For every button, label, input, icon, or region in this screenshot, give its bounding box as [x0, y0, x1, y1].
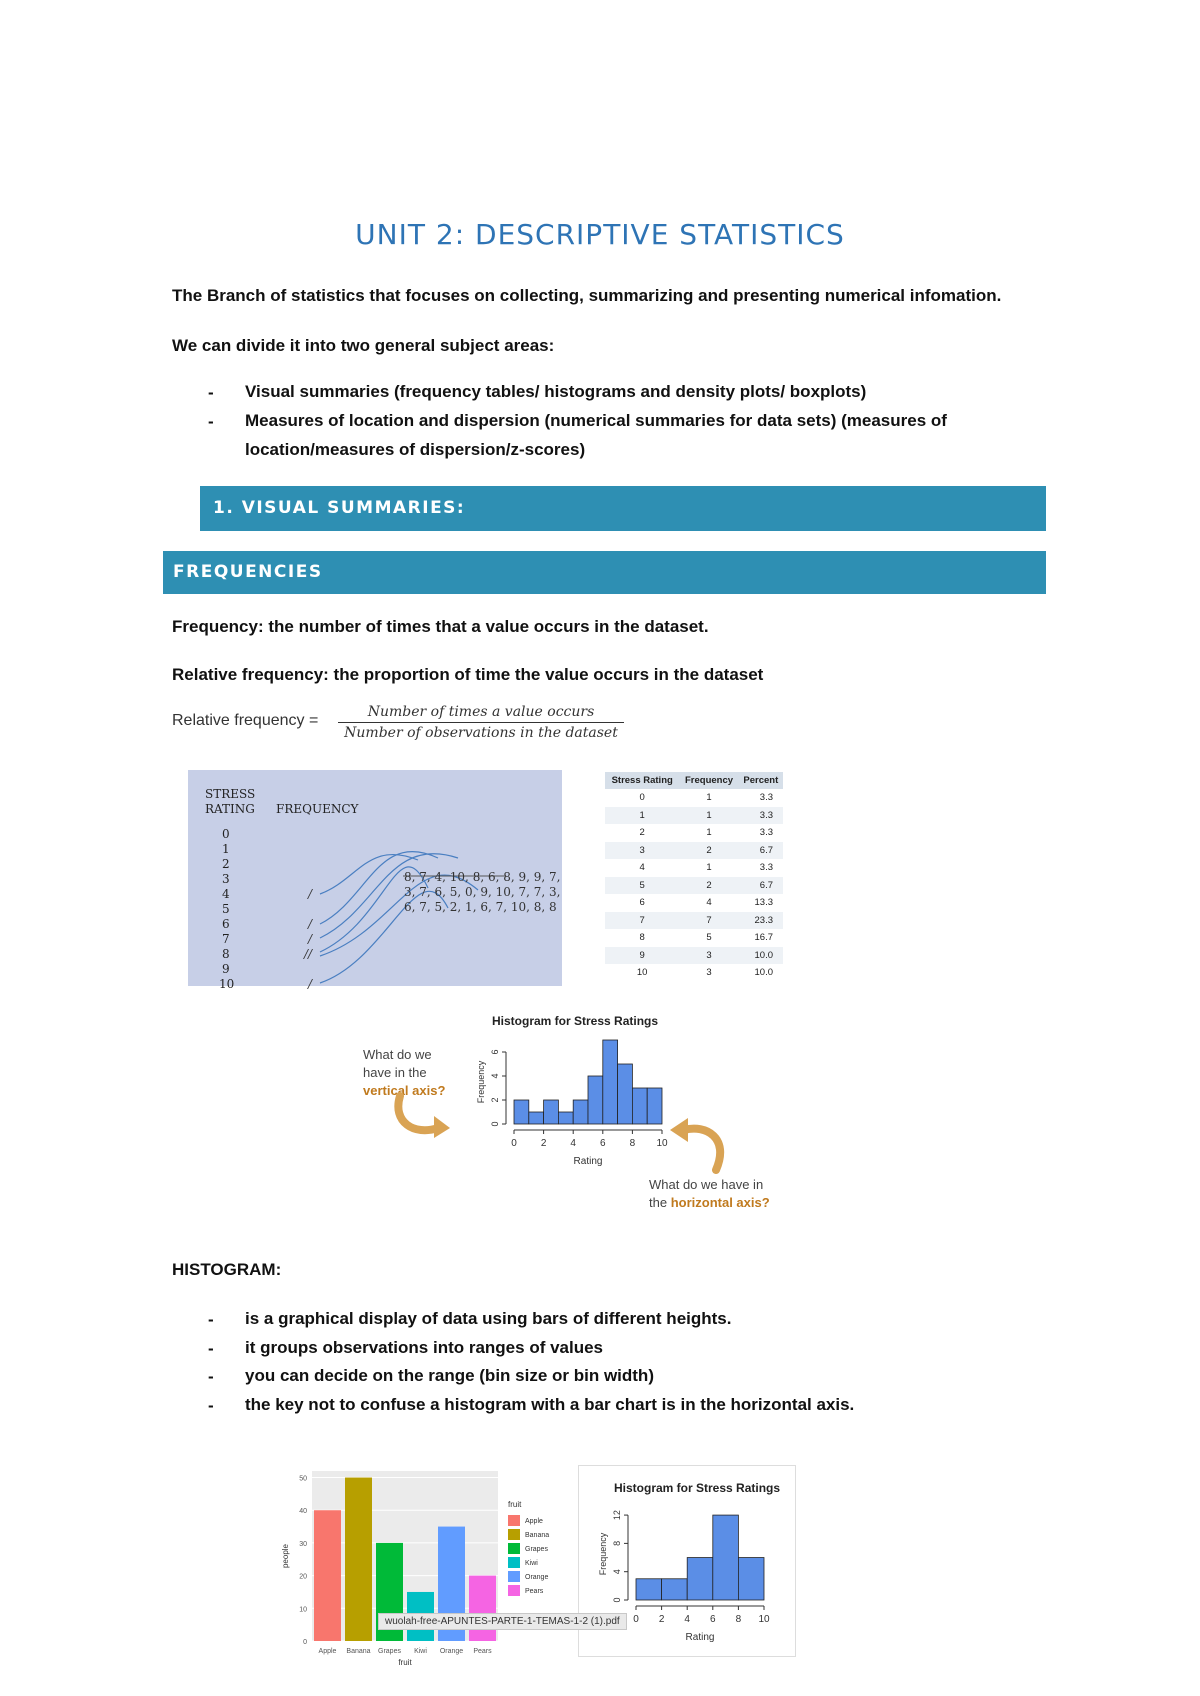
cell-percent: 10.0 [754, 967, 773, 979]
cell-rating: 5 [605, 877, 679, 895]
histogram-bar [514, 1100, 529, 1124]
curved-arrow-icon [666, 1118, 730, 1174]
table-row [605, 947, 783, 965]
tally-data-line: 3, 7, 6, 5, 0, 9, 10, 7, 7, 3, [404, 885, 561, 899]
tally-header-stress: STRESS [205, 787, 256, 801]
x-tick-label: 4 [570, 1138, 576, 1149]
x-tick-label: Orange [439, 1648, 464, 1655]
histogram-bar [544, 1100, 559, 1124]
histogram-bar [603, 1040, 618, 1124]
formula-fraction [338, 704, 624, 741]
horizontal-axis-note [649, 1176, 770, 1212]
fruit-bar-chart [272, 1465, 568, 1665]
y-tick-label: 0 [303, 1639, 307, 1646]
bullet-dash: - [208, 412, 214, 431]
histogram-2 [578, 1500, 794, 1660]
cell-rating: 4 [639, 862, 645, 874]
y-tick-label: 50 [299, 1475, 307, 1483]
cell-frequency: 1 [706, 792, 712, 804]
histogram-point: the key not to confuse a histogram with a bar chart is in the horizontal axis. [245, 1395, 855, 1414]
legend-label: Apple [525, 1518, 543, 1525]
histogram-point: it groups observations into ranges of values [245, 1338, 604, 1357]
cell-percent: 23.3 [739, 912, 783, 930]
x-axis-label: Rating [573, 1156, 603, 1167]
formula-lhs: Relative frequency = [172, 712, 319, 729]
cell-percent: 10.0 [739, 947, 783, 965]
cell-percent: 3.3 [759, 862, 773, 874]
col-header-rating: Stress Rating [605, 772, 679, 789]
cell-rating: 1 [605, 807, 679, 825]
histogram-1-title: Histogram for Stress Ratings [492, 1014, 659, 1028]
horizontal-note-line: What do we have in [649, 1177, 764, 1192]
frequency-definition: Frequency: the number of times that a value occurs in the dataset. [172, 617, 709, 636]
legend-label: Banana [525, 1532, 550, 1539]
x-tick-label: 6 [600, 1138, 606, 1149]
y-tick-label: 20 [299, 1573, 307, 1581]
tally-rating: 10 [219, 977, 235, 991]
x-tick-label: Pears [473, 1648, 492, 1655]
table-row [605, 859, 783, 877]
pdf-filename-tag: wuolah-free-APUNTES-PARTE-1-TEMAS-1-2 (1).pdf [378, 1613, 627, 1630]
legend-swatch [508, 1571, 520, 1582]
y-tick-label: 2 [490, 1097, 500, 1103]
cell-percent: 3.3 [759, 827, 773, 839]
histogram-2-title: Histogram for Stress Ratings [614, 1481, 781, 1495]
vertical-note-line: have in the [363, 1065, 427, 1080]
y-axis-label: people [281, 1543, 290, 1569]
legend-label: Pears [525, 1588, 544, 1595]
tally-header-frequency: FREQUENCY [276, 802, 359, 816]
cell-frequency: 2 [679, 877, 738, 895]
y-tick-label: 0 [612, 1597, 622, 1603]
cell-rating: 10 [636, 967, 648, 979]
y-tick-label: 0 [490, 1121, 500, 1127]
histogram-bar [636, 1579, 662, 1600]
y-tick-label: 8 [612, 1540, 622, 1546]
cell-rating: 3 [605, 842, 679, 860]
col-header-percent: Percent [739, 772, 783, 789]
tally-mark: / [308, 917, 313, 931]
cell-percent: 6.7 [739, 877, 783, 895]
histogram-bar [632, 1088, 647, 1124]
x-tick-label: 6 [710, 1614, 716, 1625]
table-row [605, 877, 783, 895]
tally-rating: 0 [222, 827, 230, 841]
bullet-dash: - [208, 1396, 214, 1415]
cell-rating: 9 [605, 947, 679, 965]
bullet-dash: - [208, 1310, 214, 1329]
table-row [605, 789, 783, 807]
x-tick-label: 2 [658, 1614, 665, 1625]
bullet-dash: - [208, 383, 214, 402]
horizontal-note-emphasis: horizontal axis? [670, 1195, 770, 1210]
tally-rating: 3 [222, 872, 230, 886]
cell-frequency: 1 [706, 827, 712, 839]
bullet-dash: - [208, 1339, 214, 1358]
cell-frequency: 1 [679, 807, 738, 825]
histogram-point: is a graphical display of data using bars of different heights. [245, 1309, 732, 1328]
y-tick-label: 10 [299, 1606, 307, 1614]
tally-rating: 6 [222, 917, 230, 931]
section-frequencies-label: FREQUENCIES [173, 562, 323, 582]
tally-figure [188, 770, 562, 991]
legend-label: Orange [525, 1574, 549, 1581]
intro-text: The Branch of statistics that focuses on collecting, summarizing and presenting numerical infomation. [172, 286, 1002, 305]
cell-rating: 0 [639, 792, 645, 804]
x-tick-label: Kiwi [414, 1648, 427, 1655]
histogram-bar [713, 1515, 739, 1600]
histogram-1 [470, 1030, 670, 1170]
col-header-frequency: Frequency [679, 772, 738, 789]
section-visual-summaries [200, 486, 1046, 531]
histogram-bar [647, 1088, 662, 1124]
histogram-bar [529, 1112, 544, 1124]
subject-area-measures: Measures of location and dispersion (numerical summaries for data sets) (measures of location/measures of dispersion/z-scores) [245, 411, 947, 459]
legend-label: Kiwi [525, 1560, 538, 1567]
tally-mark: / [308, 887, 313, 901]
section-visual-summaries-label: 1. VISUAL SUMMARIES: [213, 498, 466, 518]
page-title: UNIT 2: DESCRIPTIVE STATISTICS [355, 218, 845, 251]
tally-mark: / [308, 977, 313, 991]
histogram-bar [618, 1064, 633, 1124]
y-tick-label: 40 [299, 1508, 307, 1516]
tally-data-line: 6, 7, 5, 2, 1, 6, 7, 10, 8, 8 [404, 900, 557, 914]
x-tick-label: 10 [758, 1614, 770, 1625]
tally-rating: 5 [222, 902, 230, 916]
table-row [605, 807, 783, 825]
tally-rating: 4 [222, 887, 230, 901]
histogram-bar [558, 1112, 573, 1124]
cell-frequency: 5 [706, 932, 712, 944]
bar [345, 1478, 372, 1641]
cell-frequency: 3 [679, 947, 738, 965]
table-row [605, 894, 783, 912]
x-tick-label: 0 [633, 1614, 639, 1625]
table-header-row [605, 772, 783, 789]
tally-header-rating: RATING [205, 802, 255, 816]
cell-percent: 3.3 [759, 792, 773, 804]
divide-text: We can divide it into two general subject areas: [172, 336, 555, 355]
histogram-bar [687, 1558, 713, 1600]
x-tick-label: Grapes [378, 1648, 401, 1655]
table-row [605, 964, 783, 982]
table-row [605, 824, 783, 842]
legend-swatch [508, 1515, 520, 1526]
section-frequencies [163, 551, 1046, 594]
tally-mark: / [308, 932, 313, 946]
vertical-note-emphasis: vertical axis? [363, 1083, 446, 1098]
legend-swatch [508, 1557, 520, 1568]
bullet-dash: - [208, 1367, 214, 1386]
tally-mark: // [304, 947, 313, 961]
histogram-point: you can decide on the range (bin size or bin width) [245, 1366, 654, 1385]
x-tick-label: 0 [511, 1138, 517, 1149]
y-tick-label: 4 [612, 1569, 622, 1575]
cell-frequency: 7 [679, 912, 738, 930]
x-tick-label: 4 [684, 1614, 690, 1625]
y-tick-label: 6 [490, 1049, 500, 1055]
legend-swatch [508, 1585, 520, 1596]
cell-frequency: 2 [679, 842, 738, 860]
cell-rating: 7 [605, 912, 679, 930]
x-axis-label: fruit [398, 1658, 412, 1665]
x-tick-label: Apple [318, 1648, 337, 1655]
bar [314, 1510, 341, 1641]
table-row [605, 912, 783, 930]
histogram-bar [588, 1076, 603, 1124]
y-tick-label: 4 [490, 1073, 500, 1079]
cell-frequency: 4 [706, 897, 712, 909]
legend-title: fruit [508, 1500, 522, 1509]
x-tick-label: Banana [346, 1648, 371, 1655]
y-tick-label: 30 [299, 1540, 307, 1548]
y-axis-label: Frequency [598, 1532, 608, 1576]
vertical-note-line: What do we [363, 1047, 432, 1062]
legend-label: Grapes [525, 1546, 548, 1553]
tally-rating: 1 [222, 842, 230, 856]
y-axis-label: Frequency [476, 1060, 486, 1104]
table-row [605, 929, 783, 947]
cell-percent: 6.7 [739, 842, 783, 860]
relative-frequency-definition: Relative frequency: the proportion of time the value occurs in the dataset [172, 665, 764, 684]
tally-rating: 2 [222, 857, 230, 871]
x-tick-label: 8 [735, 1614, 742, 1625]
cell-frequency: 1 [706, 862, 712, 874]
cell-percent: 3.3 [739, 807, 783, 825]
cell-frequency: 3 [706, 967, 712, 979]
cell-rating: 8 [639, 932, 645, 944]
cell-rating: 2 [639, 827, 645, 839]
x-tick-label: 8 [629, 1138, 636, 1149]
formula-numerator: Number of times a value occurs [338, 704, 624, 723]
histogram-bar [662, 1579, 688, 1600]
cell-percent: 13.3 [754, 897, 773, 909]
horizontal-note-line: the [649, 1195, 668, 1210]
histogram-bar [573, 1100, 588, 1124]
tally-rating: 8 [222, 947, 230, 961]
cell-percent: 16.7 [754, 932, 773, 944]
subject-area-visual: Visual summaries (frequency tables/ histograms and density plots/ boxplots) [245, 382, 867, 401]
tally-data-line: 8, 7, 4, 10, 8, 6, 8, 9, 9, 7, [404, 870, 561, 884]
histogram-heading: HISTOGRAM: [172, 1260, 282, 1279]
y-tick-label: 12 [612, 1510, 622, 1521]
bar [469, 1576, 496, 1641]
tally-rating: 9 [222, 962, 230, 976]
x-tick-label: 2 [540, 1138, 547, 1149]
cell-rating: 6 [639, 897, 645, 909]
legend-swatch [508, 1529, 520, 1540]
table-row [605, 842, 783, 860]
curved-arrow-icon [392, 1092, 452, 1138]
x-tick-label: 10 [656, 1138, 668, 1149]
frequency-table [605, 772, 783, 982]
formula-denominator: Number of observations in the dataset [344, 725, 618, 741]
tally-rating: 7 [222, 932, 230, 946]
x-axis-label: Rating [685, 1632, 715, 1643]
histogram-bar [738, 1558, 764, 1600]
legend-swatch [508, 1543, 520, 1554]
